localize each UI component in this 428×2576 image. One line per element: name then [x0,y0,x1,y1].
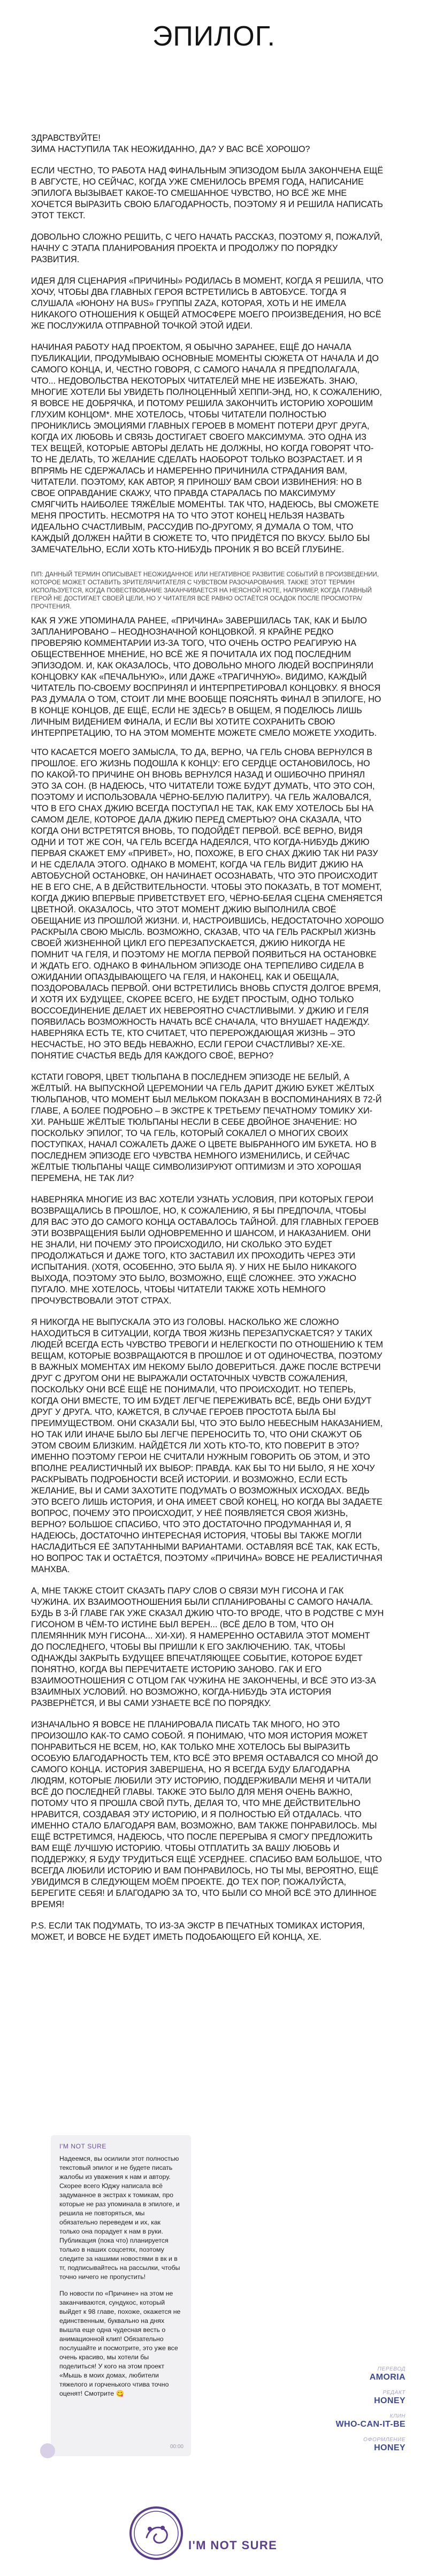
letter-part-2 [31,615,384,749]
chat-time: 00:00 [170,2444,184,2450]
team-logo [128,2505,300,2564]
credits [288,2366,406,2453]
footnote [31,570,384,611]
paragraph: ЕСЛИ ЧЕСТНО, ТО РАБОТА НАД ФИНАЛЬНЫМ ЭПИЗОДОМ БЫЛА ЗАКОНЧЕНА ЕЩЁ В АВГУСТЕ, НО СЕЙЧАС, КОГДА УЖЕ СМЕНИЛОСЬ ВРЕМЯ ГОДА, НАПИСАНИЕ ЭПИЛОГА ВЫЗЫВАЕТ КАКОЕ-ТО СМЕШАННОЕ ЧУВСТВО, НО ВСЁ ЖЕ МНЕ ХОЧЕТСЯ ВЫРАЗИТЬ СВОЮ БЛАГОДАРНОСТЬ, ПОЭТОМУ Я И РЕШИЛА НАПИСАТЬ ЭТОТ ТЕКСТ. [31,166,384,220]
paragraph: НАЧИНАЯ РАБОТУ НАД ПРОЕКТОМ, Я ОБЫЧНО ЗАРАНЕЕ, ЕЩЁ ДО НАЧАЛА ПУБЛИКАЦИИ, ПРОДУМЫВАЮ ОСНОВНЫЕ МОМЕНТЫ СЮЖЕТА ОТ НАЧАЛА И ДО САМОГО КОНЦА, И, ЧЕСТНО ГОВОРЯ, С САМОГО НАЧАЛА Я ПРЕДПОЛАГАЛА, ЧТО... НЕДОВОЛЬСТВА НЕКОТОРЫХ ЧИТАТЕЛЕЙ МНЕ НЕ ИЗБЕЖАТЬ. ЗНАЮ, МНОГИЕ ХОТЕЛИ БЫ УВИДЕТЬ ПОЛНОЦЕННЫЙ ХЕППИ-ЭНД, НО, К СОЖАЛЕНИЮ, Я ВОВСЕ НЕ ДОБРЯЧКА, И ПОТОМУ РЕШИЛА ЗАКОНЧИТЬ ИСТОРИЮ ХОРОШИМ ГЛУХИМ КОНЦОМ*. МНЕ ХОТЕЛОСЬ, ЧТОБЫ ЧИТАТЕЛИ ПОЛНОСТЬЮ ПРОНИКЛИСЬ ЭМОЦИЯМИ ГЛАВНЫХ ГЕРОЕВ В МОМЕНТ ПОТЕРИ ДРУГ ДРУГА, КОГДА ИХ ЛЮБОВЬ И СВЯЗЬ ДОСТИГАЕТ СВОЕГО МАКСИМУМА. ЭТО ОДНА ИЗ ТЕХ ВЕЩЕЙ, КОТОРЫЕ АВТОРЫ ДЕЛАТЬ НЕ ДОЛЖНЫ, НО КОГДА ГОВОРЯТ ЧТО-ТО НЕ ДЕЛАТЬ, ТО ЖЕЛАНИЕ СДЕЛАТЬ НАОБОРОТ ТОЛЬКО ВОЗРАСТАЕТ. И Я ВПРЯМЬ НЕ СДЕРЖАЛАСЬ И НАМЕРЕННО ПРИЧИНИЛА СТРАДАНИЯ ВАМ, ЧИТАТЕЛИ. ПОЭТОМУ, КАК АВТОР, Я ПРИНОШУ ВАМ СВОИ ИЗВИНЕНИЯ: НО В СВОЕ ОПРАВДАНИЕ СКАЖУ, ЧТО ПРАВДА СТАРАЛАСЬ ПО МАКСИМУМУ СМЯГЧИТЬ НАИБОЛЕЕ ТЯЖЁЛЫЕ МОМЕНТЫ. ТАК ЧТО, НАДЕЮСЬ, ВЫ СМОЖЕТЕ МЕНЯ ПРОСТИТЬ. НЕСМОТРЯ НА ТО ЧТО ЭТОТ КОНЕЦ НЕЛЬЗЯ НАЗВАТЬ ИДЕАЛЬНО СЧАСТЛИВЫМ, РАССУДИВ ПО-ДРУГОМУ, Я ДУМАЛА О ТОМ, ЧТО КАЖДЫЙ ДОЛЖЕН НАЙТИ В СЮЖЕТЕ ТО, ЧТО ПРИДЁТСЯ ПО ВКУСУ. БЫЛО БЫ ЗАМЕЧАТЕЛЬНО, ЕСЛИ ХОТЬ КТО-НИБУДЬ ПРОНИК Я ВО ВСЕЙ ГЛУБИНЕ. [31,342,382,554]
chat-sender: I'M NOT SURE [59,2143,106,2150]
paragraph: Я НИКОГДА НЕ ВЫПУСКАЛА ЭТО ИЗ ГОЛОВЫ. НАСКОЛЬКО ЖЕ СЛОЖНО НАХОДИТЬСЯ В СИТУАЦИИ, КОГДА ТВОЯ ЖИЗНЬ ПЕРЕЗАПУСКАЕТСЯ? У ТАКИХ ЛЮДЕЙ ВСЕГДА ЕСТЬ ЧУВСТВО ТРЕВОГИ И НЕЛЕГКОСТИ ПО ОТНОШЕНИЮ К ТЕМ ВЕЩАМ, КОТОРЫЕ ВОЗВРАЩАЮТСЯ В ПРОШЛОЕ И ОТ ОДИНОЧЕСТВА, ПОЭТОМУ В ВАЖНЫХ МОМЕНТАХ ИМ НЕКОМУ БЫЛО ДОВЕРИТЬСЯ. ДАЖЕ ПОСЛЕ ВСТРЕЧИ ДРУГ С ДРУГОМ ОНИ НЕ ВЫРАЖАЛИ ОСТАТОЧНЫХ ЧУВСТВ СОЖАЛЕНИЯ, ПОСКОЛЬКУ ОНИ ВСЁ ЕЩЁ НЕ ПОНИМАЛИ, ЧТО ПРОИСХОДИТ. НО ТЕПЕРЬ, КОГДА ОНИ ВМЕСТЕ, ТО ИМ БУДЕТ ЛЕГЧЕ ПЕРЕЖИВАТЬ ВСЁ, ВЕДЬ ОНИ БУДУТ ДРУГ У ДРУГА. ЧТО, КАЖЕТСЯ, В СЛУЧАЕ ГЕРОЕВ ПРОСТОТА БЫЛА БЫ ПРЕИМУЩЕСТВОМ. ОНИ СКАЗАЛИ БЫ, ЧТО ЭТО БЫЛО НЕБЕСНЫМ НАКАЗАНИЕМ, НО ТАК ИЛИ ИНАЧЕ БЫЛО БЫ ЛЕГЧЕ ПЕРЕНОСИТЬ ТО, ЧТО ОНИ СКАЖУТ ОБ ЭТОМ СВОИМ БЛИЗКИМ. НАЙДЁТСЯ ЛИ ХОТЬ КТО-ТО, КТО ПОВЕРИТ В ЭТО? ИМЕННО ПОЭТОМУ ГЕРОИ НЕ СЧИТАЛИ НУЖНЫМ ГОВОРИТЬ ОБ ЭТОМ, И ЭТО ВПОЛНЕ РЕАЛИСТИЧНЫЙ ИХ ВЫБОР: ПРАВДА. КАК БЫ ТО НИ БЫЛО, Я НЕ ХОЧУ РАСКРЫВАТЬ ПОДРОБНОСТИ ВСЕЙ ИСТОРИИ. И ВОЗМОЖНО, ЕСЛИ ЕСТЬ ЖЕЛАНИЕ, ВЫ И САМИ ЗАХОТИТЕ ПОДУМАТЬ О ВОЗМОЖНЫХ ИСХОДАХ. ВЕДЬ ЭТО ВСЕГО ЛИШЬ ИСТОРИЯ, И ОНА ИМЕЕТ СВОЙ КОНЕЦ, НО КОГДА ВЫ ЗАДАЕТЕ ВОПРОС, ПОЧЕМУ ЭТО ПРОИСХОДИТ, У НЕЁ ПОЯВЛЯЕТСЯ СВОЯ ЖИЗНЬ, ВЕРНО? БОЛЬШОЕ СПАСИБО, ЧТО ЭТО ДОСТАТОЧНО ПРОДУМАННАЯ И, Я НАДЕЮСЬ, ДОСТАТОЧНО ИНТЕРЕСНАЯ ИСТОРИЯ, ЧТОБЫ ВЫ ТАКЖЕ МОГЛИ НАСЛАДИТЬСЯ ЕЁ ЗАПУТАННЫМИ ВАРИАНТАМИ. ОСТАВЛЯЯ ВСЁ ТАК, КАК ЕСТЬ, НО ВОПРОС ТАК И ОСТАЁТСЯ, ПОЭТОМУ «ПРИЧИНА» ВОВСЕ НЕ РЕАЛИСТИЧНАЯ МАНХВА. [31,1317,383,1574]
credit-role: ПЕРЕВОД [377,2366,406,2372]
paragraph: ИЗНАЧАЛЬНО Я ВОВСЕ НЕ ПЛАНИРОВАЛА ПИСАТЬ ТАК МНОГО, НО ЭТО ПРОИЗОШЛО КАК-ТО САМО СОБОЙ. Я ПОНИМАЮ, ЧТО МОЯ ИСТОРИЯ МОЖЕТ ПОНРАВИТЬСЯ НЕ ВСЕМ, НО, КАК ТОЛЬКО МНЕ ХОТЕЛОСЬ БЫ ВЫРАЗИТЬ ОСОБУЮ БЛАГОДАРНОСТЬ ТЕМ, КТО ВСЁ ЭТО ВРЕМЯ ОСТАВАЛСЯ СО МНОЙ ДО САМОГО КОНЦА. ИСТОРИЯ ЗАВЕРШЕНА, НО Я ВСЕГДА БУДУ БЛАГОДАРНА ЛЮДЯМ, КОТОРЫЕ ЛЮБИЛИ ЭТУ ИСТОРИЮ, ПОДДЕРЖИВАЛИ МЕНЯ И ЧИТАЛИ ВСЁ ДО ПОСЛЕДНЕЙ ГЛАВЫ. ТАКЖЕ ЭТО БЫЛО ДЛЯ МЕНЯ ОЧЕНЬ ВАЖНО, ПОТОМУ ЧТО Я ПРОШЛА СВОЙ ПУТЬ, ДЕЛАЯ ТО, ЧТО МНЕ ДЕЙСТВИТЕЛЬНО НРАВИТСЯ, СОЗДАВАЯ ЭТУ ИСТОРИЮ, И Я ПОЛНОСТЬЮ ЕЙ ОТДАЛАСЬ. ЧТО ИМЕННО СТАЛО БЛАГОДАРЯ ВАМ, ВОЗМОЖНО, ВАМ ТАКЖЕ ПОНРАВИЛОСЬ. МЫ ЕЩЁ ВСТРЕТИМСЯ, НАДЕЮСЬ, ЧТО ПОСЛЕ ПЕРЕРЫВА Я СМОГУ ПРЕДЛОЖИТЬ ВАМ ЕЩЁ ЛУЧШУЮ ИСТОРИЮ. ЧТОБЫ ОТПЛАТИТЬ ЗА ВАШУ ЛЮБОВЬ И ПОДДЕРЖКУ, Я БУДУ ТРУДИТЬСЯ ЕЩЁ УСЕРДНЕЕ. СПАСИБО ВАМ БОЛЬШОЕ, ЧТО ВСЕГДА ЛЮБИЛИ ИСТОРИЮ И ВАМ ПОНРАВИЛОСЬ, НО ТЫ МЫ, ВЕРОЯТНО, ЕЩЁ УВИДИМСЯ В СЛЕДУЮЩЕМ МОЁМ ПРОЕКТЕ. ДО ТЕХ ПОР, ПОЖАЛУЙСТА, БЕРЕГИТЕ СЕБЯ! И БЛАГОДАРЮ ЗА ТО, ЧТО БЫЛИ СО МНОЙ ВСЁ ЭТО ДЛИННОЕ ВРЕМЯ! [31,1720,382,1909]
logo-circle-icon [128,2505,184,2561]
paragraph: НАВЕРНЯКА МНОГИЕ ИЗ ВАС ХОТЕЛИ УЗНАТЬ УСЛОВИЯ, ПРИ КОТОРЫХ ГЕРОИ ВОЗВРАЩАЛИСЬ В ПРОШЛОЕ, НО, К СОЖАЛЕНИЮ, Я БЫ ПРЕДПОЧЛА, ЧТОБЫ ДЛЯ ВАС ЭТО ДО САМОГО КОНЦА ОСТАВАЛОСЬ ТАЙНОЙ. ДЛЯ ГЛАВНЫХ ГЕРОЕВ ЭТИ ВОЗВРАЩЕНИЯ БЫЛИ ОДНОВРЕМЕННО И ШАНСОМ, И НАКАЗАНИЕМ. ОНИ НЕ ЗНАЛИ, НИ ПОЧЕМУ ЭТО ПРОИСХОДИЛО, НИ СКОЛЬКО ЭТО БУДЕТ ПРОДОЛЖАТЬСЯ И ДАЖЕ ТОГО, КТО ЗАСТАВИЛ ИХ ПРОХОДИТЬ ЧЕРЕЗ ЭТИ ИСПЫТАНИЯ. (ХОТЯ, ОСОБЕННО, ЭТО БЫЛА Я). У НИХ НЕ БЫЛО НИКАКОГО ВЫХОДА, ПОЭТОМУ ЭТО БЫЛО, ВОЗМОЖНО, ЕЩЁ СЛОЖНЕЕ. ЭТО УЖАСНО ПУГАЛО. МНЕ ХОТЕЛОСЬ, ЧТОБЫ ЧИТАТЕЛИ ТАКЖЕ ХОТЬ НЕМНОГО ПРОЧУВСТВОВАЛИ ЭТОТ СТРАХ. [31,1195,379,1306]
credit-name: AMORIA [369,2373,406,2382]
chat-paragraph: По новости по «Причине» на этом не заканчиваются, сундукос, который выйдет к 98 главе, похоже, окажется не единственным, буквально на днях вышла еще одна чудесная весть о анимационной клип! Обязательно послушайте и посмотрите, это уже все очень красиво, мы хотели бы поделиться! У кого на этом проект «Мышь в моих домах, любители тяжелого и горченького чтива точно оценят! Смотрите 😋 [59,2290,181,2397]
chat-paragraph: Надеемся, вы осилили этот полностью текстовый эпилог и не будете писать жалобы из уважения к нам и автору. Скорее всего Юджу написала всё задуманное в экстрах к томикам, про которые не раз упоминала в эпилоге, и решила не повторяться, мы обязательно переведем и их, как только она порадует к нам в руки. Публикация (пока что) планируется только в наших соцсетях, поэтому следите за нашими новостями в вк и в тг, подписывайтесь на рассылки, чтобы точно ничего не пропустить! [59,2155,180,2281]
credit-role: РЕДАКТ [383,2390,406,2396]
paragraph: P.S. ЕСЛИ ТАК ПОДУМАТЬ, ТО ИЗ-ЗА ЭКСТР В ПЕЧАТНЫХ ТОМИКАХ ИСТОРИЯ, МОЖЕТ, И ВОВСЕ НЕ БУДЕТ ИМЕТЬ ПОДОБАЮЩЕГО ЕЙ КОНЦА, ХЕ. [31,1921,365,1942]
footnote-text: П/П: ДАННЫЙ ТЕРМИН ОПИСЫВАЕТ НЕОЖИДАННОЕ ИЛИ НЕГАТИВНОЕ РАЗВИТИЕ СОБЫТИЙ В ПРОИЗВЕДЕНИИ, КОТОРОЕ МОЖЕТ ОСТАВИТЬ ЗРИТЕЛЯ/ЧИТАТЕЛЯ С ЧУВСТВОМ РАЗОЧАРОВАНИЯ. ТАКЖЕ ЭТОТ ТЕРМИН ИСПОЛЬЗУЕТСЯ, КОГДА ПОВЕСТВОВАНИЕ ЗАКАНЧИВАЕТСЯ НА НЕЯСНОЙ НОТЕ, НАПРИМЕР, КОГДА ГЛАВНЫЙ ГЕРОЙ НЕ ДОСТИГАЕТ СВОЕЙ ЦЕЛИ, НО У ЧИТАТЕЛЯ ВСЁ РАВНО ОСТАЁТСЯ ОСАДОК ПОСЛЕ ПРОСМОТРА/ПРОЧТЕНИЯ. [31,571,379,610]
paragraph: ЗДРАВСТВУЙТЕ! ЗИМА НАСТУПИЛА ТАК НЕОЖИДАННО, ДА? У ВАС ВСЁ ХОРОШО? [31,133,310,154]
credit-role: ОФОРМЛЕНИЕ [363,2437,406,2443]
chat-message [51,2135,191,2456]
paragraph: А, МНЕ ТАКЖЕ СТОИТ СКАЗАТЬ ПАРУ СЛОВ О СВЯЗИ МУН ГИСОНА И ГАК ЧУЖИНА. ИХ ВЗАИМООТНОШЕНИЯ БЫЛИ СПЛАНИРОВАНЫ С САМОГО НАЧАЛА. БУДЬ В 3-Й ГЛАВЕ ГАК УЖЕ СКАЗАЛ ДЖИЮ ЧТО-ТО ВРОДЕ, ЧТО В РОДСТВЕ С МУН ГИСОНОМ В ЧЁМ-ТО ИСТИНЕ БЫЛ ВЕРЕН... (ВСЁ ДЕЛО В ТОМ, ЧТО ОН ПЛЕМЯННИК МУН ГИСОНА... ХИ-ХИ). Я НАМЕРЕННО ОСТАВИЛА ЭТОТ МОМЕНТ ДО ПОСЛЕДНЕГО, ЧТОБЫ ВЫ ПРИШЛИ К ЕГО ЗАКЛЮЧЕНИЮ. ТАК, ЧТОБЫ ОДНАЖДЫ ЗАКРЫТЬ БУДУЩЕЕ ВПЕЧАТЛЯЮЩЕЕ СОБЫТИЕ, КОТОРОЕ БУДЕТ ПОНЯТНО, КОГДА ВЫ ПЕРЕЧИТАЕТЕ ИСТОРИЮ ЗАНОВО. ГАК И ЕГО ВЗАИМООТНОШЕНИЯ С ОТЦОМ ГАК ЧУЖИНА НЕ ЗАКОНЧЕНЫ, И ВСЁ ЭТО ИЗ-ЗА ВЗАИМНЫХ УСЛОВИЙ. НО ВОЗМОЖНО, КОГДА-НИБУДЬ ЭТА ИСТОРИЯ РАЗВЕРНЁТСЯ, И ВЫ САМИ УЗНАЕТЕ ВСЁ ПО ПОРЯДКУ. [31,1586,384,1708]
credit-name: HONEY [374,2443,406,2452]
letter-part-1 [31,133,384,566]
chat-text [59,2154,182,2398]
paragraph: КСТАТИ ГОВОРЯ, ЦВЕТ ТЮЛЬПАНА В ПОСЛЕДНЕМ ЭПИЗОДЕ НЕ БЕЛЫЙ, А ЖЁЛТЫЙ. НА ВЫПУСКНОЙ ЦЕРЕМОНИИ ЧА ГЕЛЬ ДАРИТ ДЖИЮ БУКЕТ ЖЁЛТЫХ ТЮЛЬПАНОВ, ЧТО МОМЕНТ БЫЛ МЕЛЬКОМ ПОКАЗАН В ВОСПОМИНАНИЯХ В 72-Й ГЛАВЕ, А БОЛЕЕ ПОДРОБНО – В ЭКСТРЕ К ТРЕТЬЕМУ ПЕЧАТНОМУ ТОМИКУ ХИ-ХИ. РАНЬШЕ ЖЁЛТЫЕ ТЮЛЬПАНЫ НЕСЛИ В СЕБЕ ДВОЙНОЕ ЗНАЧЕНИЕ: НО ПОСКОЛЬКУ ЭПИЛОГ, ТО ЧА ГЕЛЬ, КОТОРЫЙ СОКАЛЕЛ О МНОГИХ СВОИХ ПОСТУПКАХ, НАЧАЛ СОЖАЛЕТЬ ДАЖЕ О ЦВЕТЕ ВЫБРАННОГО ИМ БУКЕТА. НО В ПОСЛЕДНЕМ ЭПИЗОДЕ ЕГО ЧУВСТВА НЕМНОГО ИЗМЕНИЛИСЬ, И СЕЙЧАС ЖЁЛТЫЕ ТЮЛЬПАНЫ ЧАЩЕ СИМВОЛИЗИРУЮТ ОПТИМИЗМ И ЭТО ХОРОШАЯ ПЕРЕМЕНА, НЕ ТАК ЛИ? [31,1072,382,1183]
paragraph: ЧТО КАСАЕТСЯ МОЕГО ЗАМЫСЛА, ТО ДА, ВЕРНО, ЧА ГЕЛЬ СНОВА ВЕРНУЛСЯ В ПРОШЛОЕ. ЕГО ЖИЗНЬ ПОДОШЛА К КОНЦУ: ЕГО СЕРДЦЕ ОСТАНОВИЛОСЬ, НО ПО КАКОЙ-ТО ПРИЧИНЕ ОН ВНОВЬ ВЕРНУЛСЯ НАЗАД И ОШИБОЧНО ПРИНЯЛ ЭТО ЗА СОН. (В НАДЕЮСЬ, ЧТО ЧИТАТЕЛИ ТОЖЕ БУДУТ ДУМАТЬ, ЧТО ЭТО СОН, ПОЭТОМУ И ИСПОЛЬЗОВАЛА ЧЁРНО-БЕЛУЮ ПАЛИТРУ). ЧА ГЕЛЬ ЖАЛОВАЛСЯ, ЧТО В ЕГО СНАХ ДЖИЮ ВСЕГДА ПОСТУПАЛ НЕ ТАК, КАК ЕМУ ХОТЕЛОСЬ БЫ НА САМОМ ДЕЛЕ, КОТОРОЕ ДАЛА ДЖИЮ ПЕРЕД СМЕРТЬЮ? ОНА СКАЗАЛА, ЧТО КОГДА ОНИ ВСТРЕТЯТСЯ ВНОВЬ, ТО ПОДОЙДЁТ ПЕРВОЙ. ВСЁ ВЕРНО, ВИДЯ ОДНИ И ТОТ ЖЕ СОН, ЧА ГЕЛЬ ВСЕГДА НАДЕЯЛСЯ, ЧТО КОГДА-НИБУДЬ ДЖИЮ ПЕРВАЯ СКАЖЕТ ЕМУ «ПРИВЕТ», НО, ПОХОЖЕ, В ЕГО СНАХ ДЖИЮ ТАК НИ РАЗУ И НЕ СДЕЛАЛА ЭТОГО. ОДНАКО В МОМЕНТ, КОГДА ЧА ГЕЛЬ ВИДИТ ДЖИЮ НА АВТОБУСНОЙ ОСТАНОВКЕ, ОН НАЧИНАЕТ ОСОЗНАВАТЬ, ЧТО ЭТО ПРОИСХОДИТ НЕ В ЕГО СНЕ, А В ДЕЙСТВИТЕЛЬНОСТИ. ЧТОБЫ ЭТО ПОКАЗАТЬ, В ТОТ МОМЕНТ, КОГДА ДЖИЮ ВПЕРВЫЕ ПРИВЕТСТВУЕТ ЕГО, ЧЁРНО-БЕЛАЯ СЦЕНА СМЕНЯЕТСЯ ЦВЕТНОЙ. ОКАЗАЛОСЬ, ЧТО ЭТОТ МОМЕНТ ДЖИЮ ВЫПОЛНИЛА СВОЁ ОБЕЩАНИЕ ИЗ ПРОШЛОЙ ЖИЗНИ. И, НАСТРОИВШИСЬ, НЕДОСТАТОЧНО ХОРОШО РАСКРЫЛА СВОЮ МЫСЛЬ. ВОЗМОЖНО, СКАЗАВ, ЧТО ЧА ГЕЛЬ РАСКРЫЛ ЖИЗНЬ СВОЕЙ ЖИЗНЕННОЙ ЦИКЛ ЕГО ПЕРЕЗАПУСКАЕТСЯ, ДЖИЮ НИКОГДА НЕ ПОМНИТ ЧА ГЕЛЯ, И ПОЭТОМУ НЕ МОГЛА ПЕРВОЙ ПОЯВИТЬСЯ НА ОСТАНОВКЕ И ЖДАТЬ ЕГО. ОДНАКО В ФИНАЛЬНОМ ЭПИЗОДЕ ОНА ТЕРПЕЛИВО СИДЕЛА В ОЖИДАНИИ ОПАЗДЫВАЮЩЕГО ЧА ГЕЛЯ, И НАКОНЕЦ, КАК И ОБЕЩАЛА, ПОЗДОРОВАЛАСЬ ПЕРВОЙ. ОНИ ВСТРЕТИЛИСЬ ВНОВЬ СПУСТЯ ДОЛГОЕ ВРЕМЯ, И ХОТЯ ИХ БУДУЩЕЕ, СКОРЕЕ ВСЕГО, НЕ БУДЕТ ПРОСТЫМ, ОДНО ТОЛЬКО ВОССОЕДИНЕНИЕ ДЕЛАЕТ ИХ НЕВЕРОЯТНО СЧАСТЛИВЫМИ. У ДЖИЮ И ГЕЛЯ ПОЯВИЛАСЬ ВОЗМОЖНОСТЬ НАЧАТЬ ВСЁ СНАЧАЛА, ЧТО ВНУШАЕТ НАДЕЖДУ. НАВЕРНЯКА ЕСТЬ ТЕ, КТО СЧИТАЕТ, ЧТО ПЕРЕРОЖДАЮЩАЯ ЖИЗНЬ – ЭТО НЕСЧАСТЬЕ, НО ЭТО ВЕДЬ НЕВАЖНО, ЕСЛИ ГЕРОИ СЧАСТЛИВЫ? ХЕ-ХЕ. ПОНЯТИЕ СЧАСТЬЯ ВЕДЬ ДЛЯ КАЖДОГО СВОЁ, ВЕРНО? [31,748,384,1061]
page-title: ЭПИЛОГ. [152,21,276,52]
credit-name: WHO-CAN-IT-BE [335,2420,406,2429]
letter-part-3 [31,747,384,1953]
avatar [40,2443,55,2458]
paragraph: ИДЕЯ ДЛЯ СЦЕНАРИЯ «ПРИЧИНЫ» РОДИЛАСЬ В МОМЕНТ, КОГДА Я РЕШИЛА, ЧТО ХОЧУ, ЧТОБЫ ДВА ГЛАВНЫХ ГЕРОЯ ВСТРЕТИЛИСЬ В АВТОБУСЕ. ТОГДА Я СЛУШАЛА «ЮНОНУ НА BUS» ГРУППЫ ZAZA, КОТОРАЯ, ХОТЬ И НЕ ИМЕЛА НИКАКОГО ОТНОШЕНИЯ К ОБЩЕЙ АТМОСФЕРЕ МОЕГО ПРОИЗВЕДЕНИЯ, НО ВСЁ ЖЕ ПОСЛУЖИЛА ОТПРАВНОЙ ТОЧКОЙ ЭТОЙ ИДЕИ. [31,276,384,331]
paragraph: КАК Я УЖЕ УПОМИНАЛА РАНЕЕ, «ПРИЧИНА» ЗАВЕРШИЛАСЬ ТАК, КАК И БЫЛО ЗАПЛАНИРОВАНО – НЕОДНОЗНАЧНОЙ КОНЦОВКОЙ. Я КРАЙНЕ РЕДКО ПРОВЕРЯЮ КОММЕНТАРИИ ИЗ-ЗА ТОГО, ЧТО ОЧЕНЬ ОСТРО РЕАГИРУЮ НА ОБЩЕСТВЕННОЕ МНЕНИЕ, НО ВСЁ ЖЕ Я ПОЧИТАЛА ИХ ПОД ПОСЛЕДНИМ ЭПИЗОДОМ. И, КАК ОКАЗАЛОСЬ, ЧТО ДОВОЛЬНО МНОГО ЛЮДЕЙ ВОСПРИНЯЛИ КОНЦОВКУ КАК «ПЕЧАЛЬНУЮ», ИЛИ ДАЖЕ «ТРАГИЧНУЮ». ВИДИМО, КАЖДЫЙ ЧИТАТЕЛЬ ПО-СВОЕМУ ВОСПРИНЯЛ И ИНТЕРПРЕТИРОВАЛ КОНЦОВКУ. Я ВНОСЯ РАЗ ДУМАЛА О ТОМ, СТОИТ ЛИ МНЕ ВООБЩЕ ПОЯСНЯТЬ ФИНАЛ В ЭПИЛОГЕ, НО В КОНЦЕ КОНЦОВ, ДЕ ЕЩЁ, ЕСЛИ НЕ ЗДЕСЬ? В ОБЩЕМ, Я ПОДЕЛЮСЬ ЛИШЬ ЛИЧНЫМ ВИДЕНИЕМ ФИНАЛА, И ЕСЛИ ВЫ ХОТИТЕ СОХРАНИТЬ СВОЮ ИНТЕРПРЕТАЦИЮ, ТО НА ЭТОМ МОМЕНТЕ МОЖЕТЕ СМЕЛО МОЖЕТЕ УХОДИТЬ. [31,616,381,738]
logo-text: I'M NOT SURE [188,2539,278,2552]
paragraph: ДОВОЛЬНО СЛОЖНО РЕШИТЬ, С ЧЕГО НАЧАТЬ РАССКАЗ, ПОЭТОМУ Я, ПОЖАЛУЙ, НАЧНУ С ЭТАПА ПЛАНИРОВАНИЯ ПРОЕКТА И ПРОДОЛЖУ ПО ПОРЯДКУ РАЗВИТИЯ. [31,232,383,264]
credit-role: КЛИН [389,2413,406,2419]
credit-name: HONEY [374,2396,406,2405]
